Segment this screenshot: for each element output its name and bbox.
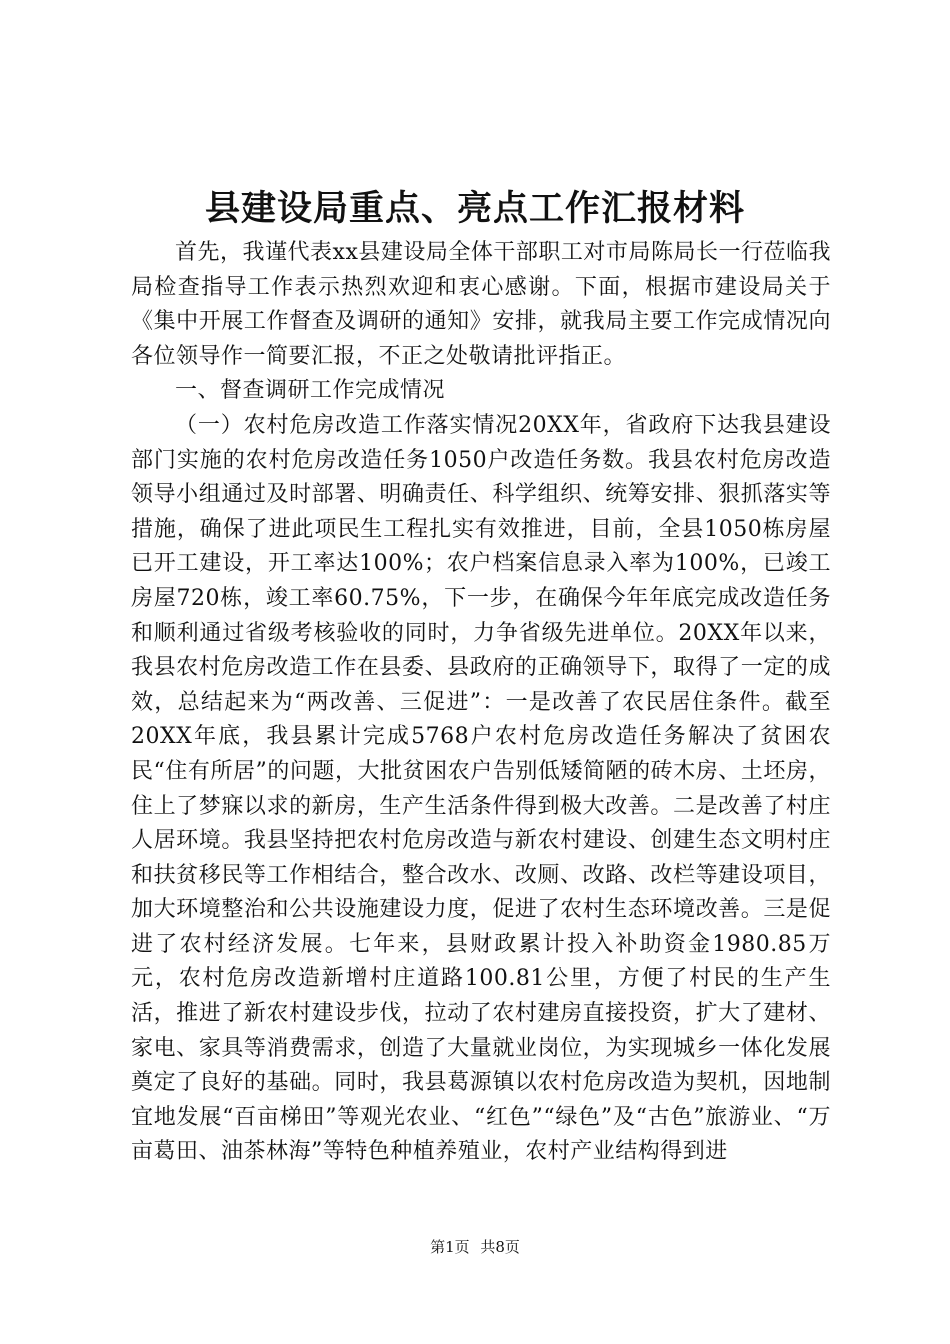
document-body: [131, 236, 831, 1170]
page-number: 第1页: [430, 1238, 470, 1256]
paragraph-rural-housing: （一）农村危房改造工作落实情况20XX年，省政府下达我县建设部门实施的农村危房改造任务1050户改造任务数。我县农村危房改造领导小组通过及时部署、明确责任、科学组织、统筹安排、狠抓落实等措施，确保了进此项民生工程扎实有效推进，目前，全县1050栋房屋已开工建设，开工率达100%；农户档案信息录入率为100%，已竣工房屋720栋，竣工率60.75%，下一步，在确保今年年底完成改造任务和顺利通过省级考核验收的同时，力争省级先进单位。20XX年以来，我县农村危房改造工作在县委、县政府的正确领导下，取得了一定的成效，总结起来为“两改善、三促进”：一是改善了农民居住条件。截至20XX年底，我县累计完成5768户农村危房改造任务解决了贫困农民“住有所居”的问题，大批贫困农户告别低矮简陋的砖木房、土坯房，住上了梦寐以求的新房，生产生活条件得到极大改善。二是改善了村庄人居环境。我县坚持把农村危房改造与新农村建设、创建生态文明村庄和扶贫移民等工作相结合，整合改水、改厕、改路、改栏等建设项目，加大环境整治和公共设施建设力度，促进了农村生态环境改善。三是促进了农村经济发展。七年来，县财政累计投入补助资金1980.85万元，农村危房改造新增村庄道路100.81公里，方便了村民的生产生活，推进了新农村建设步伐，拉动了农村建房直接投资，扩大了建材、家电、家具等消费需求，创造了大量就业岗位，为实现城乡一体化发展奠定了良好的基础。同时，我县葛源镇以农村危房改造为契机，因地制宜地发展“百亩梯田”等观光农业、“红色”“绿色”及“古色”旅游业、“万亩葛田、油茶林海”等特色种植养殖业，农村产业结构得到进: [131, 412, 831, 1165]
section-heading: 一、督查调研工作完成情况: [175, 378, 446, 404]
document-title: 县建设局重点、亮点工作汇报材料: [204, 188, 745, 229]
page-total: 共8页: [480, 1238, 520, 1256]
page-footer: [0, 1236, 950, 1258]
paragraph-intro: 首先，我谨代表xx县建设局全体干部职工对市局陈局长一行莅临我局检查指导工作表示热烈欢迎和衷心感谢。下面，根据市建设局关于《集中开展工作督查及调研的通知》安排，就我局主要工作完成情况向各位领导作一简要汇报，不正之处敬请批评指正。: [131, 240, 831, 369]
